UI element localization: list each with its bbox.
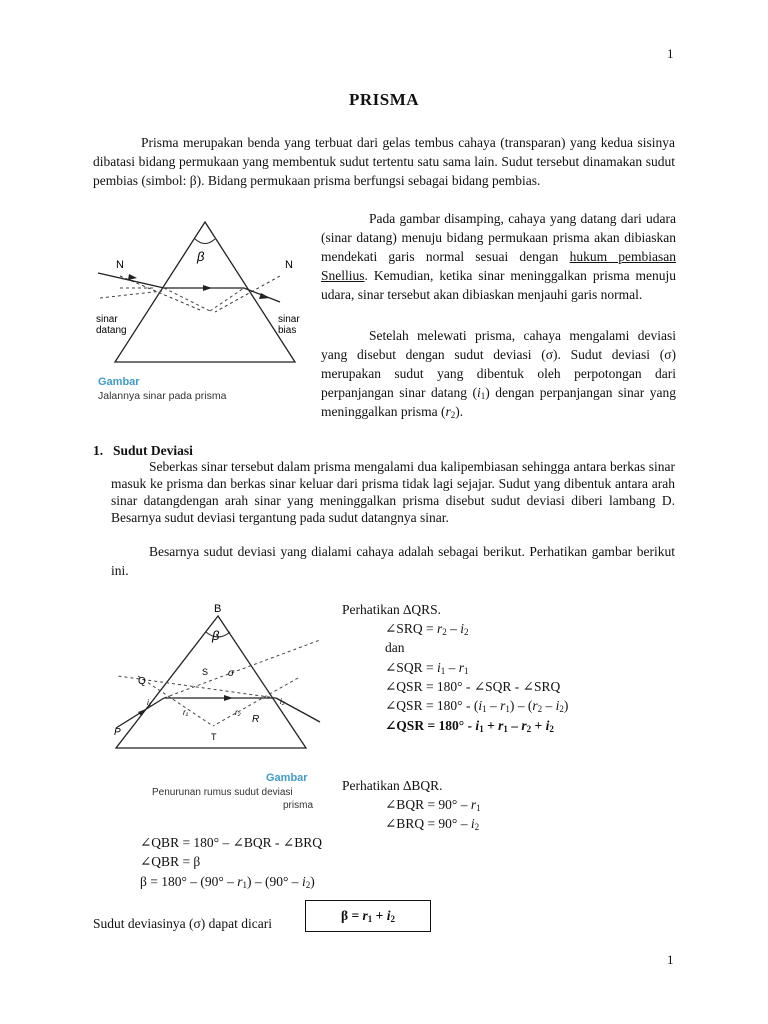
- para3-i1-sub: 1: [480, 391, 486, 401]
- equation-beta-sub-prefix: β = 180° – (90° –: [140, 874, 238, 889]
- para3-i1: i: [476, 385, 481, 400]
- paragraph-snellius: [321, 209, 676, 304]
- page-number-bottom: 1: [667, 952, 674, 967]
- incoming-ray-label-2: datang: [96, 325, 127, 336]
- normal-label-right: N: [285, 259, 293, 271]
- equation-qsr-sub-prefix: ∠QSR = 180° - (: [385, 698, 479, 713]
- derivation-qrs-intro: Perhatikan ∆QRS.: [342, 602, 442, 617]
- incident-arrow: [128, 274, 137, 280]
- figure2-caption-line2: prisma: [283, 800, 314, 811]
- conclusion-text: Sudut deviasinya (σ) dapat dicari: [93, 916, 272, 931]
- equation-qsr-general: ∠QSR = 180° - ∠SQR - ∠SRQ: [385, 679, 561, 694]
- point-r-label: R: [252, 714, 260, 725]
- figure-deviation-derivation: [108, 598, 328, 816]
- equation-srq: ∠SRQ = $r_2 - i_2$: [385, 621, 469, 637]
- page-number-top: 1: [667, 46, 674, 61]
- beta-label-2: β: [212, 628, 220, 643]
- equation-brq: ∠BRQ = $90^\circ - i_2$: [385, 816, 480, 832]
- point-t-label: T: [211, 732, 217, 742]
- figure-prism-ray-path: [90, 218, 318, 416]
- intro-paragraph: Prisma merupakan benda yang terbuat dari gelas tembus cahaya (transparan) yang kedua sisinya dibatasi bidang permukaan yang membentuk sudut tertentu satu sama lain. Sudut tersebut dinamakan sudut pembias (simbol: β). Bidang permukaan prisma berfungsi sebagai bidang pembias.: [93, 135, 675, 188]
- apex-angle-arc: [195, 239, 215, 244]
- beta-label: β: [197, 249, 205, 264]
- para3-text-c: ).: [455, 404, 464, 419]
- derivation-bqr-intro: Perhatikan ∆BQR.: [342, 778, 443, 793]
- paragraph-deviation: [321, 326, 676, 421]
- point-p-label: P: [114, 727, 121, 738]
- angle-i2-label: i₂: [280, 697, 285, 706]
- vertex-b-label: B: [214, 603, 222, 615]
- snellius-law-term: hukum pembiasan Snellius: [321, 249, 677, 283]
- equation-qsr-result: ∠QSR = $180^\circ - i_1 + r_1 - r_2 + i_2$: [385, 718, 554, 734]
- point-s-label: S: [202, 667, 209, 677]
- para2-text-before: Pada gambar disamping, cahaya yang datang dari udara (sinar datang) menuju bidang permukaan prisma akan dibiaskan mendekati garis normal sesuai dengan: [321, 211, 676, 264]
- equation-qbr-beta: ∠QBR = β: [140, 854, 201, 869]
- incident-extension: [164, 640, 320, 698]
- angle-r1-label: r₁: [183, 708, 189, 717]
- result-formula-box: $\beta = r_1 + i_2$: [305, 900, 431, 932]
- figure1-caption-text: Jalannya sinar pada prisma: [98, 390, 227, 402]
- equation-qbr-general: ∠QBR = 180° – ∠BQR - ∠BRQ: [140, 835, 322, 850]
- equation-bqr-prefix: ∠BQR = 90° –: [385, 797, 471, 812]
- para3-text-a: Setelah melewati prisma, cahaya mengalami deviasi yang disebut dengan sudut deviasi (σ). Sudut deviasi (σ) merupakan sudut yang dibentuk oleh perpotongan dari perpanjangan sinar datang (: [321, 328, 676, 400]
- figure2-caption-title: Gambar: [266, 772, 308, 784]
- equation-sqr-prefix: ∠SQR =: [385, 660, 437, 675]
- equation-qsr-substituted: ∠QSR = $180^\circ - (i_1 - r_1) - (r_2 - i_2)$: [385, 698, 569, 714]
- normal-line-right: [215, 276, 280, 312]
- equation-sqr: ∠SQR = $i_1 - r_1$: [385, 660, 469, 676]
- para3-r2-sub: 2: [450, 410, 456, 420]
- equation-beta-substituted: $\beta = 180^\circ - (90^\circ - r_1) - (90^\circ - i_2)$: [140, 874, 315, 890]
- inside-arrow-2: [224, 695, 233, 701]
- section-paragraph-a: Seberkas sinar tersebut dalam prisma mengalami dua kalipembiasan sehingga antara berkas sinar masuk ke prisma dan berkas sinar keluar dari prisma tidak lagi sejajar. Sudut yang dibentuk antara arah sinar datangdengan arah sinar yang meninggalkan prisma disebut sudut deviasi diberi lambang D. Besarnya sudut deviasi tergantung pada sudut datangnya sinar.: [111, 459, 675, 525]
- equation-and: dan: [385, 640, 405, 655]
- angle-i1-label: i₁: [147, 698, 152, 707]
- dashed-inner-right: [210, 288, 244, 311]
- sigma-label: σ: [228, 668, 235, 679]
- para2-text-after: . Kemudian, ketika sinar meninggalkan prisma menuju udara, sinar tersebut akan dibiaskan menjauhi garis normal.: [321, 268, 676, 302]
- para3-r2: r: [445, 404, 451, 419]
- equation-brq-prefix: ∠BRQ = 90° –: [385, 816, 471, 831]
- page-title: PRISMA: [348, 90, 420, 109]
- inside-arrow: [203, 285, 212, 291]
- incoming-ray-label-1: sinar: [96, 314, 118, 325]
- dashed-inner-left: [164, 288, 210, 311]
- outgoing-ray-label-1: sinar: [278, 314, 300, 325]
- para3-text-b: ) dengan perpanjangan sinar yang meninggalkan prisma (: [321, 385, 676, 419]
- section-title: Sudut Deviasi: [113, 443, 193, 458]
- figure1-caption-title: Gambar: [98, 376, 140, 388]
- dashed-incoming-back: [100, 291, 162, 298]
- angle-r2-label: r₂: [235, 708, 241, 717]
- section-number: 1.: [93, 443, 104, 458]
- figure2-caption-line1: Penurunan rumus sudut deviasi: [152, 787, 293, 798]
- section-paragraph-b: Besarnya sudut deviasi yang dialami cahaya adalah sebagai berikut. Perhatikan gambar berikut ini.: [111, 544, 675, 578]
- result-formula-prefix: β =: [340, 908, 363, 923]
- deviation-diagram: [108, 598, 328, 816]
- equation-qsr-result-prefix: ∠QSR = 180° -: [385, 718, 476, 733]
- prism-diagram: [90, 218, 318, 416]
- equation-srq-prefix: ∠SRQ =: [385, 621, 437, 636]
- normal-label-left: N: [116, 259, 124, 271]
- outgoing-ray-label-2: bias: [278, 325, 297, 336]
- equation-bqr: ∠BQR = $90^\circ - r_1$: [385, 797, 481, 813]
- point-q-label: Q: [138, 676, 146, 687]
